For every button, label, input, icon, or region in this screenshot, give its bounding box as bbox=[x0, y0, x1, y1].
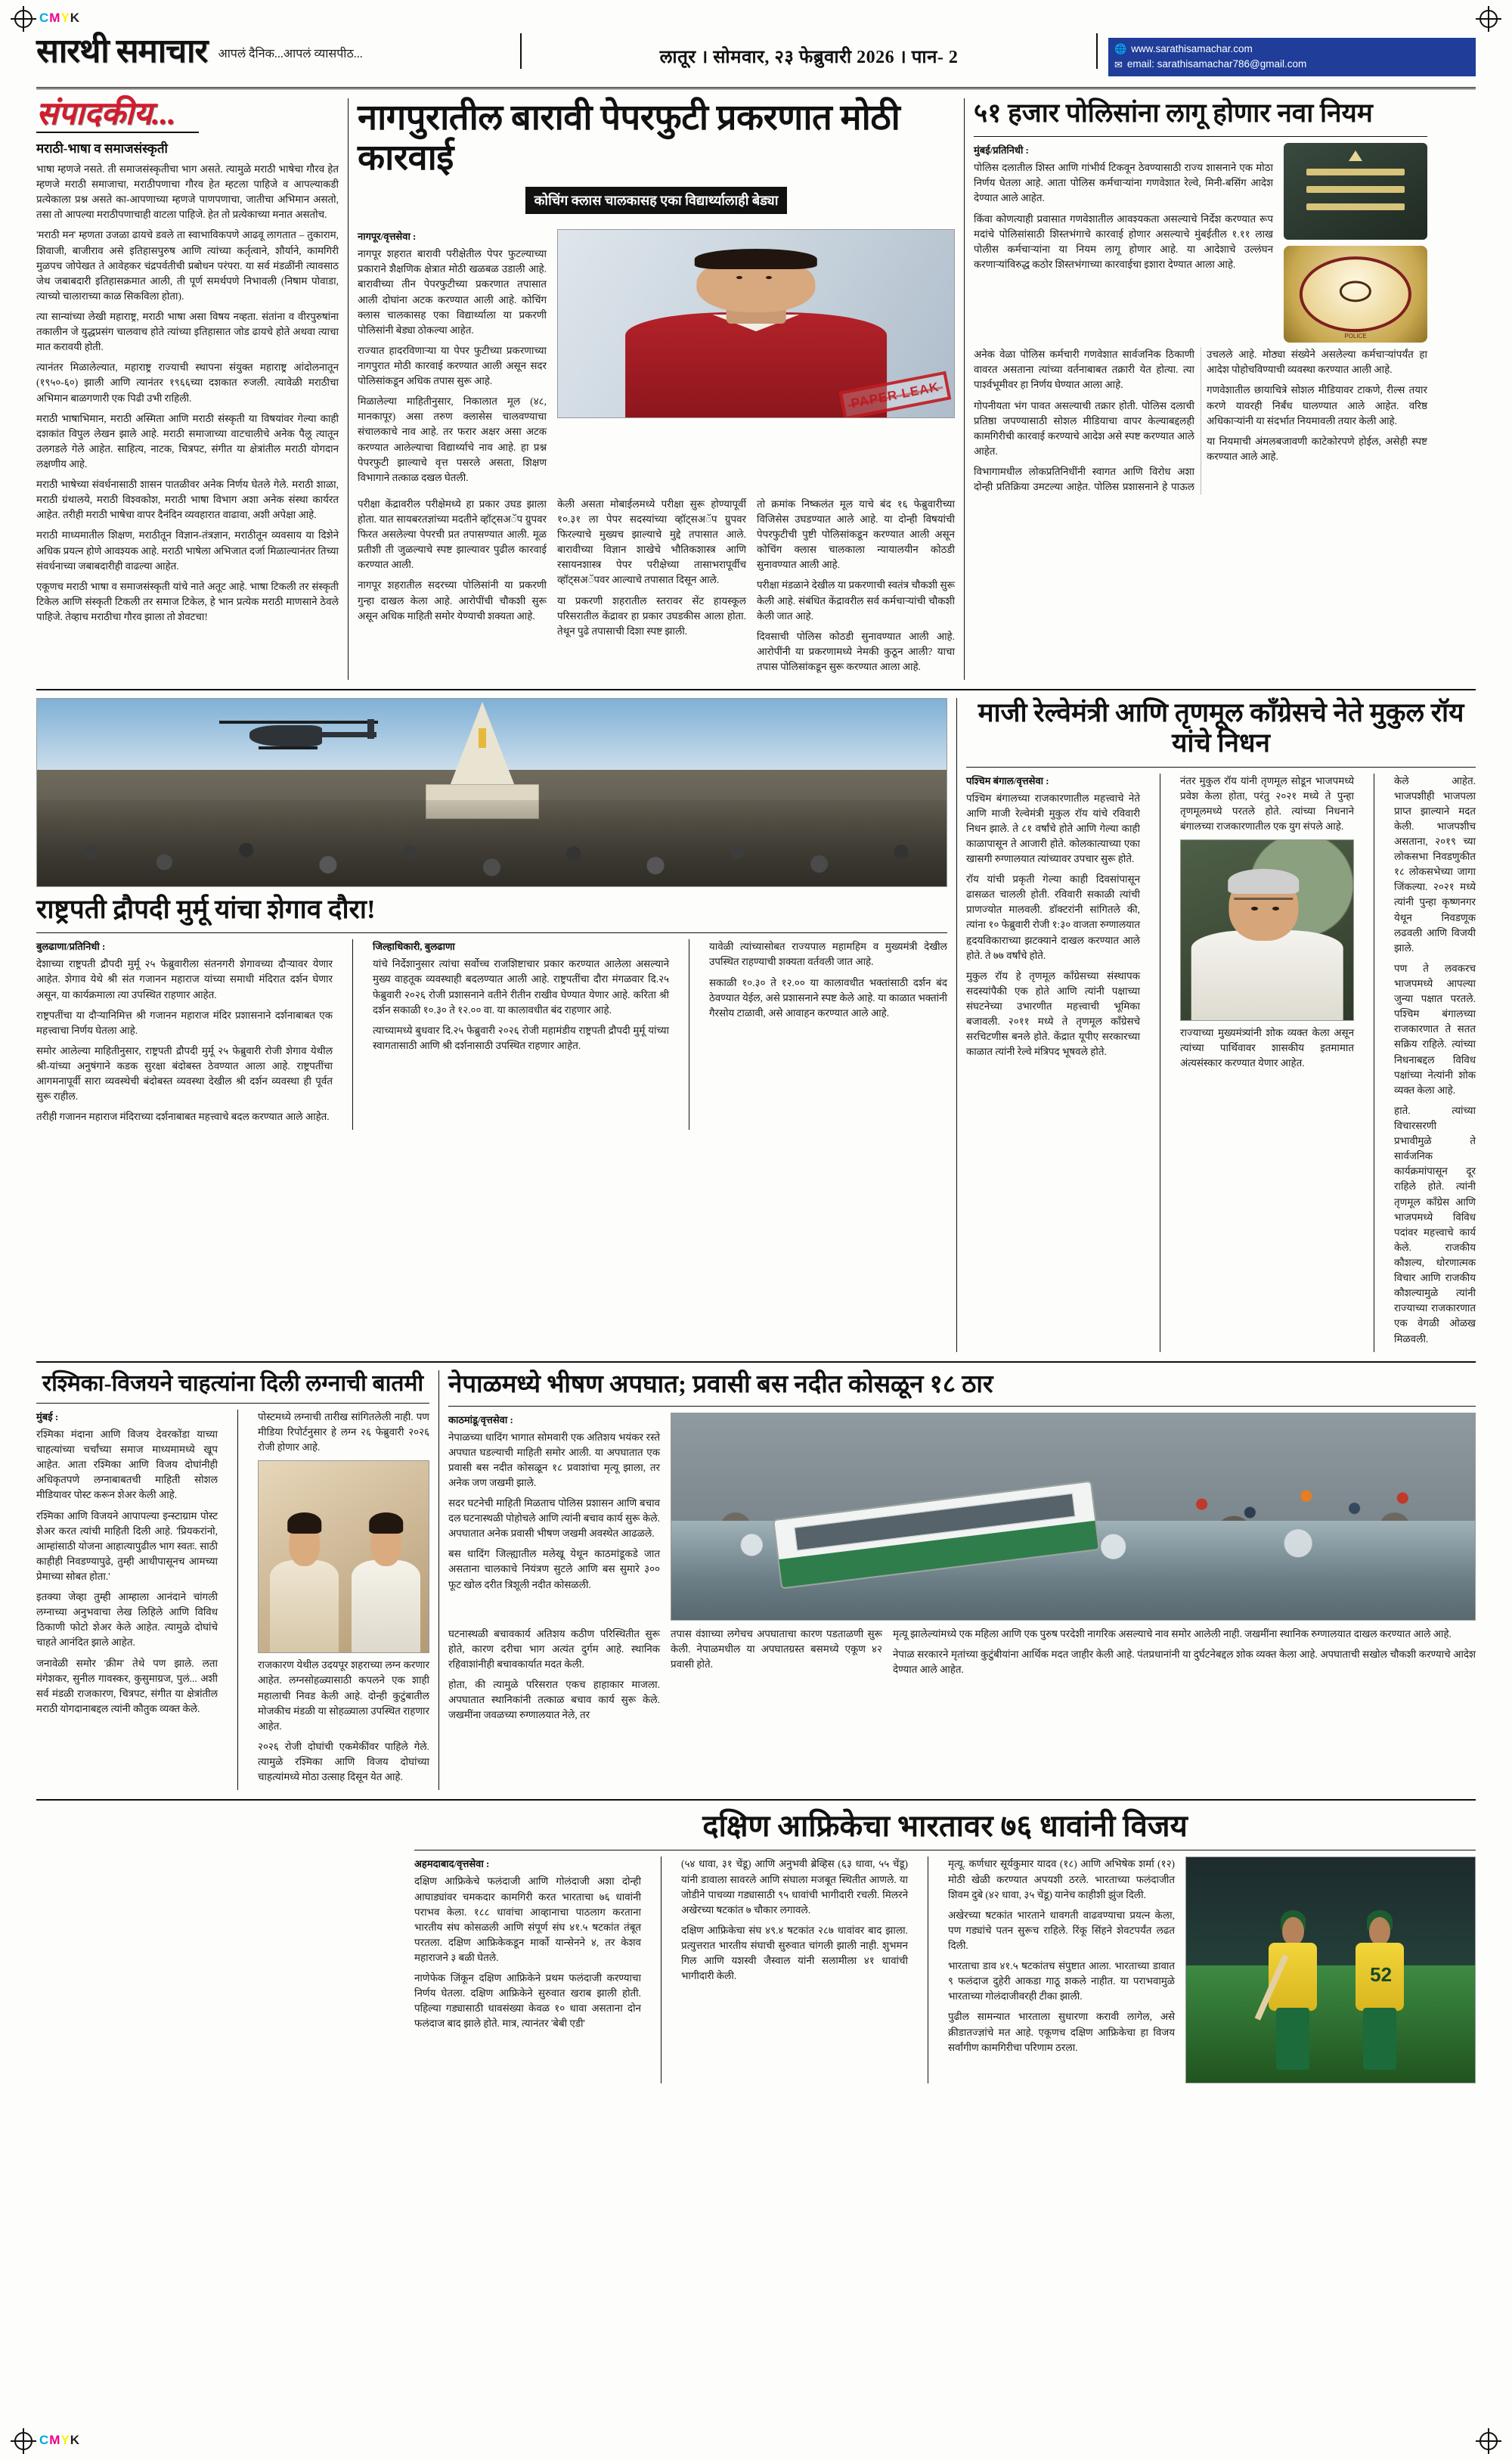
masthead bbox=[36, 33, 1476, 89]
editorial-logo: संपादकीय... bbox=[36, 97, 176, 132]
police-rule-story bbox=[974, 98, 1427, 680]
lead-paragraph: तो क्रमांक निष्कलंत मूल याचे बंद १६ फेब्रुवारीच्या विजिसेस उघडण्यात आले आहे. या दोन्ही विषयांची पेपरफुटीची पुष्टी पोलिसांकडून करण्यात आली असून कोचिंग क्लास चालकाला न्यायालयीन कोठडी सुनावण्यात आली आहे. bbox=[757, 498, 955, 571]
police-rule-paragraph: या नियमाची अंमलबजावणी काटेकोरपणे होईल, असेही स्पष्ट करण्यात आले आहे. bbox=[1207, 435, 1427, 462]
editorial-paragraph: मराठी माध्यमातील शिक्षण, मराठीतून विज्ञान-तंत्रज्ञान, मराठीतून व्यवसाय या दिशेने अधिक प्रयत्न होणे आवश्यक आहे. मराठी भाषेला अभिजात दर्जा मिळाल्यानंतर तिच्या संवर्धनाच्या जबाबदारीही वाढल्या आहेत. bbox=[36, 529, 339, 572]
rashmika-paragraph: जनावेळी समोर 'क्रीम' तेथे पण झाले. लता मंगेशकर, सुनील गावस्कर, कुसुमाग्रज, पुलं... अशी सर्व मंडळी राजकारण, चित्रपट, संगीत या क्षेत्रांतील मराठी योगदानाबद्दल त्यांनी कौतुक व्यक्त केले. bbox=[36, 1657, 218, 1714]
president-paragraph: राष्ट्रपतींचा या दौऱ्यानिमित्त श्री गजानन महाराज मंदिर प्रशासनाने दर्शनाबाबत एक महत्त्वाचा निर्णय घेतला आहे. bbox=[36, 1009, 333, 1036]
cricket-paragraph: मृत्यू. कर्णधार सूर्यकुमार यादव (१८) आणि अभिषेक शर्मा (१२) मोठी खेळी करण्यात अपयशी ठरले. भारताच्या फलंदाजीत शिवम दुबे (४२ धावा, ३५ चेंडू) यानेच काहीशी झुंज दिली. bbox=[948, 1858, 1175, 1900]
president-paragraph: देशाच्या राष्ट्रपती द्रौपदी मुर्मू २५ फेब्रुवारीला संतनगरी शेगावच्या दौऱ्यावर येणार आहेत. शेगाव येथे श्री संत गजानन महाराज यांच्या समाधी मंदिरात दर्शन घेणार असून, या कार्यक्रमाला त्या उपस्थित राहणार आहेत. bbox=[36, 958, 333, 1000]
rashmika-paragraph: इतक्या जेव्हा तुम्ही आम्हाला आनंदाने चांगली लग्नाच्या अनुभवाचा लेख लिहिले आणि विविध ठिकाणी फोटो शेअर केले आहेत. त्यामुळे दोघांचे चाहते आनंदित झाले आहेत. bbox=[36, 1591, 218, 1649]
editorial-paragraph: त्या सान्यांच्या लेखी महाराष्ट्र, मराठी भाषा असा विषय नव्हता. संतांना व वीरपुरुषांना तकालीन जे युद्धप्रसंग चालवाच होते त्यांच्या इतिहासात जोड ढायचे होते अथवा त्याचा मात करावयी होती. bbox=[36, 310, 339, 353]
lead-paragraph: परीक्षा मंडळाने देखील या प्रकरणाची स्वतंत्र चौकशी सुरू केली आहे. संबंधित केंद्रावरील सर्व कर्मचाऱ्यांची चौकशी केली जात आहे. bbox=[757, 579, 955, 622]
registration-mark-top-left bbox=[11, 6, 36, 32]
mukul-roy-paragraph: नंतर मुकुल रॉय यांनी तृणमूल सोडून भाजपमध्ये प्रवेश केला होता, परंतु २०२१ मध्ये ते पुन्हा तृणमूलमध्ये परतले होते. त्यांच्या निधनाने बंगालच्या राजकारणातील एक युग संपले आहे. bbox=[1180, 774, 1354, 832]
lead-headline: नागपुरातील बारावी पेपरफुटी प्रकरणात मोठी कारवाई bbox=[358, 98, 900, 178]
nepal-paragraph: सदर घटनेची माहिती मिळताच पोलिस प्रशासन आणि बचाव दल घटनास्थळी पोहोचले आणि त्यांनी बचाव कार्य सुरू केले. अपघातात अनेक प्रवासी भीषण जखमी अवस्थेत आढळले. bbox=[448, 1497, 660, 1540]
cricket-paragraph: अखेरच्या षटकांत भारताने धावगती वाढवण्याचा प्रयत्न केला, पण गड्यांचे पतन सुरूच राहिले. रिंकू सिंहने शेवटपर्यंत लढत दिली. bbox=[948, 1909, 1175, 1951]
dateline: लातूर । सोमवार, २३ फेब्रुवारी 2026 । पान- 2 bbox=[659, 48, 959, 67]
nepal-story bbox=[448, 1370, 1476, 1791]
nepal-paragraph: तपास वंशाच्या लगेचच अपघाताचा कारण पडताळणी सुरू केली. नेपाळमधील या अपघातग्रस्त बसमध्ये एकूण ४२ प्रवासी होते. bbox=[671, 1627, 882, 1670]
cricket-paragraph: दक्षिण आफ्रिकेचा संघ ४९.४ षटकांत २८७ धावांवर बाद झाला. प्रत्युत्तरात भारतीय संघाची सुरुवात चांगली झाली नाही. शुभमन गिल आणि यशस्वी जैस्वाल यांनी सलामीला ४१ धावांची भागीदारी केली. bbox=[681, 1924, 908, 1982]
nepal-paragraph: बस धादिंग जिल्ह्यातील मलेखू येथून काठमांडूकडे जात असताना चालकाचे नियंत्रण सुटले आणि बस सुमारे ३०० फूट खोल दरीत त्रिशूली नदीत कोसळली. bbox=[448, 1548, 660, 1590]
editorial-paragraph: 'मराठी मन' म्हणता उजळा ढायचे डवले ता स्वाभाविकपणे आढवू लागतात – तुकाराम, शिवाजी, बाजीराव असे इतिहासपुरुष आणि त्यांच्या कर्तृत्वाने, शौर्याने, कामगिरी मुळपच जोपेखत ते आवेहकर चंद्रपर्वतीची प्रबोधन परंपरा. या सर्व मंडळींनी त्यावसाठ जेथ जबाबदारी इतिहासक्रमात आली, ती पूर्ण समर्थपणे निभावली (निषाम पोवाडा, त्याच्यो चालाराच्या काळ सिकविला होता). bbox=[36, 229, 339, 302]
rashmika-paragraph: रश्मिका आणि विजयने आपापल्या इन्स्टाग्राम पोस्ट शेअर करत त्यांची माहिती दिली आहे. 'प्रियकरांनो, आम्हांसाठी योजना आहात्यापुढील भाग स्वतः. साठी काहीही निवडण्यापुढे, तुम्ही आधीपासूनच आमच्या प्रेमाच्या सोबत होता.' bbox=[36, 1509, 218, 1583]
lead-byline: नागपूर/वृत्तसेवा : bbox=[358, 231, 417, 243]
rashmika-headline: रश्मिका-विजयने चाहत्यांना दिली लग्नाची बातमी bbox=[42, 1370, 424, 1396]
president-paragraph: समोर आलेल्या माहितीनुसार, राष्ट्रपती द्रौपदी मुर्मू २५ फेब्रुवारी रोजी शेगाव येथील श्री-यांच्या अनुषंगाने कडक सुरक्षा बंदोबस्त ठेवण्यात आला आहे. राष्ट्रपतींचा आगमनापूर्वी सारा व्यवस्थेची बंदोबस्त व्यवस्था देखील श्री दर्शन व्यवस्था ही पूर्वत सुरू राहील. bbox=[36, 1044, 333, 1103]
mukul-roy-portrait-photo bbox=[1180, 839, 1354, 1021]
editorial-paragraph: भाषा म्हणजे नसते. ती समाजसंस्कृतीचा भाग असते. त्यामुळे मराठी भाषेचा गौरव हेत म्हणजे मराठी समाजाचा, मराठीपणाचा गौरव हेत म्हटला पाहिजे व आपल्याकडी प्रत्येकाला प्रश्न असते का-आपणाच्या म्हणजे पाणपणाचा, जातीचा अभिमान असतो, तसा तो आपल्या मराठीपणाचाही वाटला पाहिजे. हेत तो प्रत्येकाच्या मनात असतोच. bbox=[36, 163, 339, 221]
lead-story bbox=[358, 98, 955, 680]
cmyk-color-bar-bottom: CMYK bbox=[39, 2433, 81, 2447]
masthead-brand bbox=[36, 33, 520, 68]
cricket-byline: अहमदाबाद/वृत्तसेवा : bbox=[414, 1858, 490, 1870]
lead-paragraph: मिळालेल्या माहितीनुसार, निकालात मूल (४८, मानकापूर) असा तरुण क्लासेस चालवण्याचा संचालकाचे नाव आहे. तर फरार अक्षर असा अटक करण्यात आलेल्याचा विद्यार्थ्याचे नाव आहे. हा प्रश्न पेपरफुटी झाल्याचे वृत्त पसरले असता, शिक्षण विभागाने तत्काळ दखल घेतली. bbox=[358, 396, 547, 483]
editorial-subtitle: मराठी-भाषा व समाजसंस्कृती bbox=[36, 141, 168, 156]
cmyk-color-bar-top: CMYK bbox=[39, 11, 81, 25]
cricket-paragraph: (५४ धावा, ३१ चेंडू) आणि अनुभवी ब्रेव्हिस (६३ धावा, ५५ चेंडू) यांनी डावाला सावरले आणि संघाला मजबूत स्थितीत आणले. या जोडीने पाचव्या गड्यासाठी ९५ धावांची भागीदारी रचली. मिलरने अखेरच्या षटकांत ७ चौकार लगावले. bbox=[681, 1858, 908, 1916]
mukul-roy-paragraph: मुकुल रॉय हे तृणमूल काँग्रेसच्या संस्थापक सदस्यांपैकी एक होते आणि त्यांनी पक्षाच्या संघटनेच्या उभारणीत महत्त्वाची भूमिका बजावली. २०११ मध्ये ते तृणमूल काँग्रेसचे सरचिटणीस बनले होते. केंद्रात यूपीए सरकारच्या काळात त्यांनी रेल्वे मंत्रिपद भूषवले होते. bbox=[966, 969, 1140, 1058]
lead-paragraph: परीक्षा केंद्रावरील परीक्षेमध्ये हा प्रकार उघड झाला होता. यात सायबरतज्ञांच्या मदतीने व्हॉट्सअॅप ग्रुपवर फिरत असलेल्या पेपरची प्रत तपासण्यात आली. मूळ प्रतीशी ती जुळल्याचे स्पष्ट झाल्यावर पुढील कारवाई करण्यात आली. bbox=[358, 498, 547, 571]
mukul-roy-headline: माजी रेल्वेमंत्री आणि तृणमूल काँग्रेसचे नेते मुकुल रॉय यांचे निधन bbox=[978, 698, 1464, 758]
contact-bar bbox=[1108, 38, 1476, 76]
mukul-roy-paragraph: केले आहेत. भाजपशीही भाजपला प्राप्त झाल्याने मदत केली. भाजपशीच असताना, २०१९ च्या लोकसभा निवडणुकीत १८ लोकसभेच्या जागा जिंकल्या. २०२१ मध्ये त्यांनी पुन्हा कृष्णनगर येथून निवडणूक लढवली आणि विजयी झाले. bbox=[1394, 774, 1476, 954]
rashmika-paragraph: रश्मिका मंदाना आणि विजय देवरकोंडा याच्या चाहत्यांच्या चर्चांच्या समाज माध्यमामध्ये खूप आहेत. आता रश्मिका आणि विजय दोघांनीही अधिकृतपणे लग्नाबाबतची माहिती सोशल मीडियावर पोस्ट करून शेअर केली आहे. bbox=[36, 1429, 218, 1501]
mukul-roy-story bbox=[966, 698, 1476, 1352]
cricket-paragraph: नाणेफेक जिंकून दक्षिण आफ्रिकेने प्रथम फलंदाजी करण्याचा निर्णय घेतला. दक्षिण आफ्रिकेने सुरुवात खराब झाली होती. पहिल्या गड्यासाठी धावसंख्या केवळ १० धावा असताना दोन फलंदाज बाद झाले होते. मात्र, त्यानंतर 'बेबी एडी' bbox=[414, 1972, 641, 2030]
rashmika-story bbox=[36, 1370, 429, 1791]
editorial-paragraph: मराठी भाषाभिमान, मराठी अस्मिता आणि मराठी संस्कृती या विषयांवर गेल्या काही दशकांत विपुल लेखन झाले आहे. मराठी समाजाच्या वाटचालीचे अनेक पैलू त्यातून उलगडले गेले आहेत. साहित्य, नाटक, चित्रपट, संगीत या क्षेत्रांतील मराठी योगदान लक्षणीय आहे. bbox=[36, 412, 339, 470]
masthead-dateline-block bbox=[520, 33, 1098, 69]
police-rule-paragraph: किंवा कोणत्याही प्रवासात गणवेशातील आवश्यकता असल्याचे निर्देश करण्यात रूप मदांचे पोलिसांसाठी शिस्तभंगाचे कारवाई होणार असल्याचे मुंबईतील १.११ लाख पोलीस कर्मचाऱ्यांना या नियम लागू होणार आहे. या आदेशाचे उल्लंघन करणाऱ्यांविरुद्ध कठोर शिस्तभंगाच्या कारवाईचा इशारा देण्यात आला आहे. bbox=[974, 212, 1273, 270]
police-rule-paragraph: विभागामधील लोकप्रतिनिधींनी स्वागत आणि विरोध अशा दोन्ही प्रतिक्रिया उमटल्या आहेत. पोलिस प्रशासनाने हे पाऊल उचलले आहे. मोठ्या संख्येने असलेल्या कर्मचाऱ्यांपर्यंत हा आदेश पोहोचविण्याची व्यवस्था करण्यात आली आहे. bbox=[974, 349, 1427, 493]
mukul-roy-byline: पश्चिम बंगाल/वृत्तसेवा : bbox=[966, 774, 1049, 786]
registration-mark-bottom-left bbox=[11, 2428, 36, 2454]
mukul-roy-paragraph: राज्याच्या मुख्यमंत्र्यांनी शोक व्यक्त केला असून त्यांच्या पार्थिवावर शासकीय इतमामात अंत्यसंस्कार करण्यात येणार आहेत. bbox=[1180, 1027, 1354, 1069]
editorial-paragraph: त्यानंतर मिळालेल्यात, महाराष्ट्र राज्याची स्थापना संयुक्त महाराष्ट्र आंदोलनातून (१९५०-६०) झाली आणि त्यानंतर १९६६च्या दशकात रुजली. त्यावेळी मराठीचा अभिमान बाळगणारी एक पिढी उभी राहिली. bbox=[36, 361, 339, 404]
cricket-paragraph: दक्षिण आफ्रिकेचे फलंदाजी आणि गोलंदाजी अशा दोन्ही आघाड्यांवर चमकदार कामगिरी करत भारताचा ७६ धावांनी पराभव केला. १८८ धावांचा आव्हानाचा पाठलाग करताना भारतीय संघ कोसळली आणि संपूर्ण संघ ४१.५ षटकांत तंबूत परतला. दक्षिण आफ्रिकेकडून मार्को यान्सेनने ४, तर केशव महाराजने ३ बळी घेतले. bbox=[414, 1875, 641, 1963]
lead-paragraph: नागपूर शहरातील सदरच्या पोलिसांनी या प्रकरणी गुन्हा दाखल केला आहे. आरोपींची चौकशी सुरू असून अधिक माहिती समोर येण्याची शक्यता आहे. bbox=[358, 579, 547, 622]
police-shoulder-badge-logo bbox=[1284, 143, 1427, 240]
lead-paragraph: या प्रकरणी शहरातील स्तरावर सेंट हायस्कूल परिसरातील केंद्रावर हा प्रकार उघडकीस आला होता. तेथून पुढे तपासाची दिशा स्पष्ट झाली. bbox=[557, 594, 746, 637]
cricket-headline: दक्षिण आफ्रिकेचा भारतावर ७६ धावांनी विजय bbox=[702, 1809, 1188, 1844]
bulldhana-paragraph: यांचे निर्देशानुसार त्यांचा सर्वोच्च राजशिष्टाचार प्रकार करण्यात आलेला असल्याने मुख्य वाहतूक व्यवस्थाही बदलण्यात आली आहे. राष्ट्रपतींचा दौरा मंगळवार दि.२५ फेब्रुवारी २०२६ रोजी प्रशासनाने वतीने रीतीन राखीव घेण्यात येणार आहे. करिता श्री दर्शन सकाळी १०.३० ते १२.०० वा. या कालावधीत बंद राहणार आहे. bbox=[373, 958, 669, 1016]
nepal-paragraph: घटनास्थळी बचावकार्य अतिशय कठीण परिस्थितीत सुरू होते, कारण दरीचा भाग अत्यंत दुर्गम आहे. स्थानिक रहिवाशांनीही बचावकार्यात मदत केली. bbox=[448, 1627, 660, 1670]
rashmika-paragraph: राजकारण येथील उदयपूर शहराच्या लग्न करणार आहेत. लग्नसोहळ्यासाठी कपलने एक शाही महालाची निवड केली आहे. दोन्ही कुटुंबातील मोजकीच मंडळी या सोहळ्याला उपस्थित राहणार आहेत. bbox=[258, 1659, 429, 1732]
email-link[interactable]: email: sarathisamachar786@gmail.com bbox=[1126, 58, 1307, 70]
lead-subhead: कोचिंग क्लास चालकासह एका विद्यार्थ्यालाही बेड्या bbox=[525, 187, 788, 214]
editorial-paragraph: मराठी भाषेच्या संवर्धनासाठी शासन पातळीवर अनेक निर्णय घेतले गेले. मराठी शाळा, मराठी ग्रंथालये, मराठी विश्वकोश, मराठी भाषा विभाग अशा अनेक संस्था कार्यरत आहेत. तरीही मराठी भाषेचा वापर दैनंदिन व्यवहारात वाढावा, अशी अपेक्षा आहे. bbox=[36, 479, 339, 521]
bulldhana-paragraph: यावेळी त्यांच्यासोबत राज्यपाल महामहिम व मुख्यमंत्री देखील उपस्थित राहण्याची शक्यता वर्तवली जात आहे. bbox=[709, 941, 947, 968]
bulldhana-subsection bbox=[373, 939, 669, 1130]
bulldhana-paragraph: त्याच्यामध्ये बुधवार दि.२५ फेब्रुवारी २०२६ रोजी महामंडीय राष्ट्रपती द्रौपदी मुर्मू यांच्या स्वागतासाठी आणि श्री दर्शनासाठी उपस्थित राहणार आहेत. bbox=[373, 1024, 669, 1051]
president-story bbox=[36, 698, 947, 1352]
masthead-contact-block bbox=[1098, 33, 1476, 76]
website-link[interactable]: www.sarathisamachar.com bbox=[1131, 43, 1253, 54]
president-headline: राष्ट्रपती द्रौपदी मुर्मू यांचा शेगाव दौरा! bbox=[36, 895, 376, 925]
lead-paragraph: राज्यात हादरविणाऱ्या या पेपर फुटीच्या प्रकरणाच्या नागपुरात मोठी कारवाई करण्यात आली असून सदर पोलिसांकडून अधिक तपास सुरू आहे. bbox=[358, 344, 547, 387]
paper-title: सारथी समाचार bbox=[36, 33, 208, 70]
police-emblem-logo: POLICE bbox=[1284, 246, 1427, 343]
bulldhana-paragraph: सकाळी १०.३० ते १२.०० या कालावधीत भक्तांसाठी दर्शन बंद ठेवण्यात येईल, असे प्रशासनाने स्पष्ट केले आहे. या काळात भक्तांनी गैरसोय टाळावी, असे आवाहन करण्यात आले आहे. bbox=[709, 976, 947, 1019]
cricket-story bbox=[414, 1808, 1476, 2083]
registration-mark-bottom-right bbox=[1476, 2428, 1501, 2454]
police-rule-byline: मुंबई/प्रतिनिधी : bbox=[974, 144, 1029, 157]
lead-paragraph: दिवसाची पोलिस कोठडी सुनावण्यात आली आहे. आरोपींनी या प्रकरणामध्ये नेमकी कुठून आली? याचा तपास पोलिसांकडून सुरू करण्यात आला आहे. bbox=[757, 630, 955, 672]
lead-paragraph: केली असता मोबाईलमध्ये परीक्षा सुरू होण्यापूर्वी १०.३१ ला पेपर सदस्यांच्या व्हॉट्सअॅप ग्रुपवर फिरल्याचे मुख्यच झाल्याचे मुद्दे तपासात आले. बारावीच्या विज्ञान शाखेचे भौतिकशास्त्र आणि रसायनशास्त्र पेपर परीक्षेच्या तासाभरापूर्वीच व्हॉट्सअॅपवर आल्याचे तपासात दिसून आले. bbox=[557, 498, 746, 586]
cricket-batsmen-photo: 52 bbox=[1185, 1857, 1476, 2083]
rashmika-paragraph: पोस्टमध्ये लग्नाची तारीख सांगितलेली नाही. पण मीडिया रिपोर्टनुसार हे लग्न २६ फेब्रुवारी २०२६ रोजी होणार आहे. bbox=[258, 1411, 429, 1453]
editorial-column bbox=[36, 98, 339, 680]
police-rule-paragraph: गणवेशातील छायाचित्रे सोशल मीडियावर टाकणे, रील्स तयार करणे यावरही निर्बंध घालण्यात आले आहेत. वरिष्ठ अधिकाऱ्यांनी या संदर्भात नियमावली तयार केली आहे. bbox=[1207, 384, 1427, 427]
nepal-paragraph: मृत्यू झालेल्यांमध्ये एक महिला आणि एक पुरुष परदेशी नागरिक असल्याचे नाव समोर आलेली नाही. जखमींना स्थानिक रुग्णालयात दाखल करण्यात आले आहे. bbox=[893, 1627, 1452, 1639]
nepal-paragraph: नेपाळ सरकारने मृतांच्या कुटुंबीयांना आर्थिक मदत जाहीर केली आहे. पंतप्रधानांनी या दुर्घटनेबद्दल शोक व्यक्त केला आहे. अपघाताची सखोल चौकशी करण्याचे आदेश देण्यात आले आहेत. bbox=[893, 1648, 1476, 1675]
police-rule-paragraph: गोपनीयता भंग पावत असल्याची तक्रार होती. पोलिस दलाची प्रतिष्ठा जपण्यासाठी सोशल मीडियाचा वापर केल्याबद्दलही कामगिरीची कारवाई करण्याचे आदेश असे स्पष्ट करण्यात आले आहेत. bbox=[974, 399, 1194, 457]
rashmika-byline: मुंबई : bbox=[36, 1411, 59, 1423]
paper-tagline: आपलं दैनिक...आपलं व्यासपीठ... bbox=[218, 48, 363, 60]
registration-mark-top-right bbox=[1476, 6, 1501, 32]
rashmika-paragraph: २०२६ रोजी दोघांची एकमेकींवर पाहिले गेले. त्यामुळे रश्मिका आणि विजय दोघांच्या चाहत्यांमध्ये मोठा उत्साह दिसून येत आहे. bbox=[258, 1740, 429, 1783]
cricket-paragraph: भारताचा डाव ४१.५ षटकांतच संपुष्टात आला. भारताच्या डावात ९ फलंदाज दुहेरी आकडा गाठू शकले नाहीत. या पराभवामुळे भारताच्या गोलंदाजीवरही टीका झाली. bbox=[948, 1960, 1175, 2002]
lead-paragraph: नागपूर शहरात बारावी परीक्षेतील पेपर फुटल्याच्या प्रकाराने शैक्षणिक क्षेत्रात मोठी खळबळ उडाली आहे. बारावीच्या तीन पेपरफुटीच्या प्रकरणात तपासात आली दोघांना अटक करण्यात आली आहे. कोचिंग क्लास चालकासह एका विद्यार्थ्याला या प्रकरणी पोलिसांनी बेड्या ठोकल्या आहेत. bbox=[358, 248, 547, 336]
envelope-icon: ✉ bbox=[1114, 58, 1123, 70]
nepal-headline: नेपाळमध्ये भीषण अपघात; प्रवासी बस नदीत कोसळून १८ ठार bbox=[448, 1370, 993, 1398]
temple-crowd-helicopter-photo bbox=[36, 698, 947, 887]
mukul-roy-paragraph: हाते. त्यांच्या विचारसरणी प्रभावीमुळे ते सार्वजनिक कार्यक्रमांपासून दूर राहिले होते. त्यांनी तृणमूल काँग्रेस आणि भाजपमध्ये विविध पदांवर महत्त्वाचे कार्य केले. राजकीय कौशल्य, धोरणात्मक विचार आणि राजकीय कौशल्यामुळे त्यांनी राज्याच्या राजकारणात एक वेगळी ओळख मिळवली. bbox=[1394, 1104, 1476, 1345]
police-rule-paragraph: अनेक वेळा पोलिस कर्मचारी गणवेशात सार्वजनिक ठिकाणी वावरत असताना त्यांच्या वर्तनाबाबत तक्रारी येत होत्या. त्या पार्श्वभूमीवर हा निर्णय घेण्यात आला आहे. bbox=[974, 349, 1194, 391]
cricket-paragraph: पुढील सामन्यात भारताला सुधारणा करावी लागेल, असे क्रीडातज्ज्ञांचे मत आहे. एकूणच दक्षिण आफ्रिकेचा हा विजय सर्वांगीण कामगिरीचा परिणाम ठरला. bbox=[948, 2011, 1175, 2053]
nepal-paragraph: होता, की त्यामुळे परिसरात एकच हाहाकार माजला. अपघातात स्थानिकांनी तत्काळ बचाव कार्य सुरू केले. जखमींना जवळच्या रुग्णालयात नेले, तर bbox=[448, 1678, 660, 1721]
paper-leak-stamp: PAPER LEAK bbox=[838, 371, 951, 418]
mukul-roy-paragraph: रॉय यांची प्रकृती गेल्या काही दिवसांपासून ढासळत चालली होती. रविवारी सकाळी त्यांची प्राणज्योत मालवली. डॉक्टरांनी सांगितले की, त्यांना १० फेब्रुवारी रोजी १:३० वाजता रुग्णालयात हृदयविकाराच्या झटक्याने दाखल करण्यात आले होते. ते ७७ वर्षांचे होते. bbox=[966, 873, 1140, 961]
editorial-paragraph: एकूणच मराठी भाषा व समाजसंस्कृती यांचे नाते अतूट आहे. भाषा टिकली तर संस्कृती टिकेल आणि संस्कृती टिकली तर समाज टिकेल, हे भान प्रत्येक मराठी माणसाने ठेवले पाहिजे. तेव्हाच मराठीचा गौरव झाला तो शेवटचा! bbox=[36, 580, 339, 622]
mukul-roy-paragraph: पश्चिम बंगालच्या राजकारणातील महत्त्वाचे नेते आणि माजी रेल्वेमंत्री मुकुल रॉय यांचे रविवारी निधन झाले. ते ८१ वर्षांचे होते आणि गेल्या काही काळापासून ते आजारी होते. कोलकात्याच्या एका खासगी रुग्णालयात त्यांच्यावर उपचार सुरू होते. bbox=[966, 792, 1140, 865]
accused-portrait-photo bbox=[557, 229, 955, 418]
globe-icon: 🌐 bbox=[1114, 43, 1127, 55]
bulldhana-byline: जिल्हाधिकारी, बुलढाणा bbox=[373, 941, 455, 953]
rashmika-vijay-couple-photo bbox=[258, 1460, 429, 1653]
president-paragraph: तरीही गजानन महाराज मंदिराच्या दर्शनाबाबत महत्त्वाचे बदल करण्यात आले आहेत. bbox=[36, 1111, 330, 1123]
nepal-byline: काठमांडू/वृत्तसेवा : bbox=[448, 1413, 513, 1425]
police-rule-headline: ५१ हजार पोलिसांना लागू होणार नवा नियम bbox=[974, 98, 1373, 128]
nepal-paragraph: नेपाळच्या धादिंग भागात सोमवारी एक अतिशय भयंकर रस्ते अपघात घडल्याची माहिती समोर आली. या अपघातात एक प्रवासी बस नदीत कोसळून १८ प्रवाशांचा मृत्यू झाला, तर अनेक जण जखमी झाले. bbox=[448, 1431, 660, 1488]
police-rule-paragraph: पोलिस दलातील शिस्त आणि गांभीर्य टिकवून ठेवण्यासाठी राज्य शासनाने एक मोठा निर्णय घेतला आहे. आता पोलिस कर्मचाऱ्यांना गणवेशात रेल्वे, मिनी-बसिंग आदेश देण्यात आले आहेत. bbox=[974, 162, 1273, 204]
nepal-bus-river-accident-photo bbox=[671, 1413, 1476, 1621]
mukul-roy-paragraph: पण ते लवकरच भाजपमध्ये आपल्या जुन्या पक्षात परतले. पश्चिम बंगालच्या राजकारणात ते सतत सक्रिय राहिले. त्यांच्या निधनाबद्दल विविध पक्षांच्या नेत्यांनी शोक व्यक्त केला आहे. bbox=[1394, 962, 1476, 1096]
president-byline: बुलढाणा/प्रतिनिधी : bbox=[36, 941, 106, 953]
